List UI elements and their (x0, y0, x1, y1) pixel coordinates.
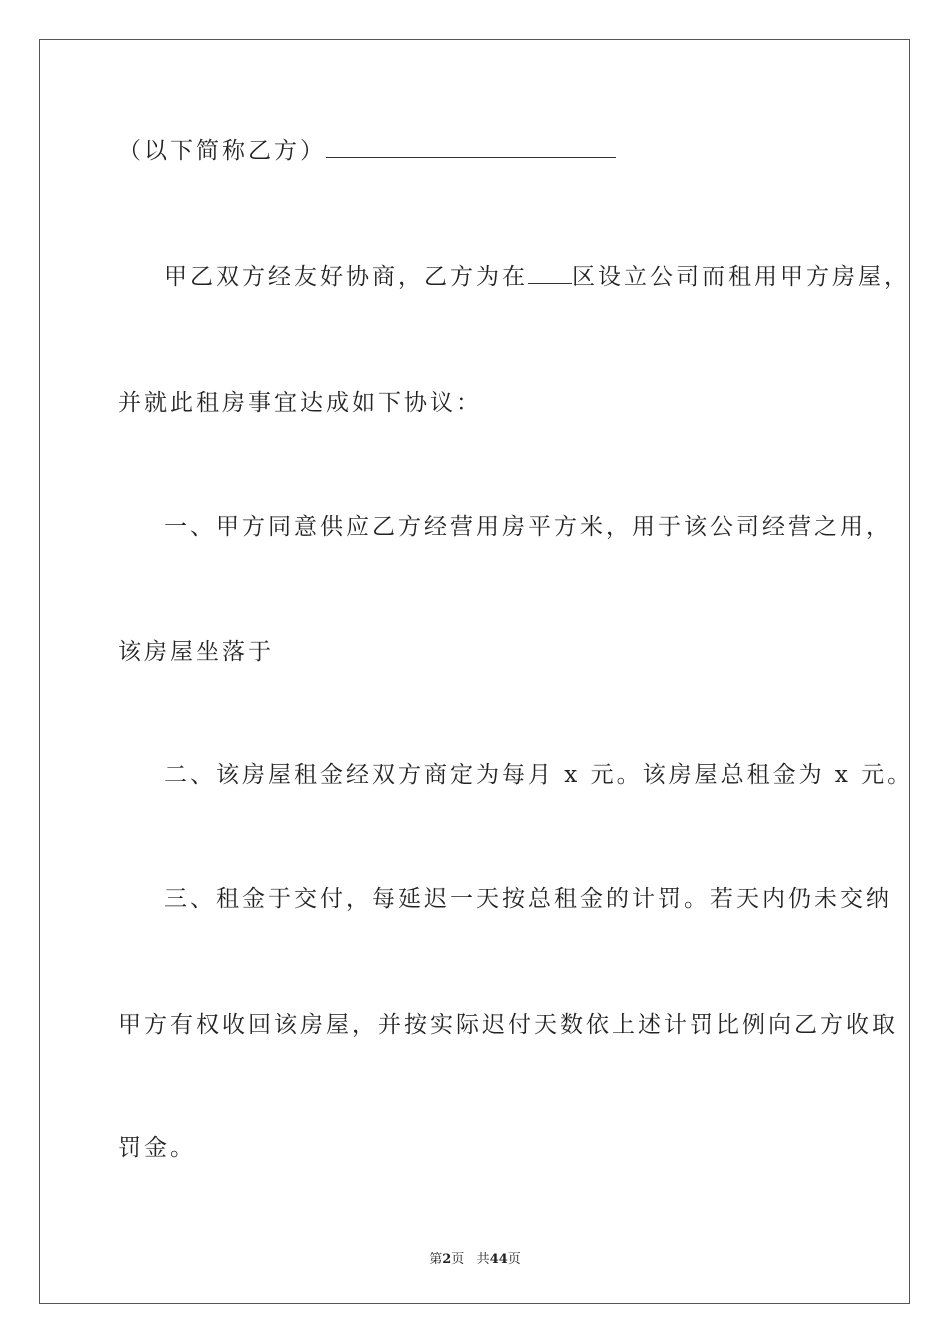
page-footer (0, 1248, 950, 1267)
total-prefix: 共 (476, 1252, 490, 1267)
district-blank (528, 261, 572, 284)
clause-1-line-1 (164, 512, 892, 542)
clause-3-text-a: 三、租金于交付，每延迟一天按总租金的计罚。若天内仍未交纳 (164, 886, 892, 912)
clause-3-line-3 (118, 1133, 196, 1163)
page-number: 2 (442, 1252, 452, 1267)
clause-3-text-b: 甲方有权收回该房屋，并按实际迟付天数依上述计罚比例向乙方收取 (118, 1012, 898, 1038)
party-b-label: （以下简称乙方） (118, 138, 326, 164)
clause-1-text-a: 一、甲方同意供应乙方经营用房平方米，用于该公司经营之用， (164, 514, 892, 540)
clause-2-text: 二、该房屋租金经双方商定为每月 x 元。该房屋总租金为 x 元。 (164, 762, 914, 788)
clause-3-line-1 (164, 884, 892, 914)
total-pages: 44 (489, 1252, 508, 1267)
clause-1-text-b: 该房屋坐落于 (118, 639, 274, 665)
clause-2-line (164, 760, 913, 790)
clause-3-text-c: 罚金。 (118, 1135, 196, 1161)
intro-text-c: 并就此租房事宜达成如下协议： (118, 390, 482, 416)
intro-text-a: 甲乙双方经友好协商，乙方为在 (164, 264, 528, 290)
clause-3-line-2 (118, 1010, 898, 1040)
page-suffix: 页 (451, 1252, 465, 1267)
page-prefix: 第 (429, 1252, 443, 1267)
paragraph-intro-1 (164, 261, 910, 292)
page-border (39, 39, 910, 1304)
clause-1-line-2 (118, 637, 274, 667)
party-b-line (118, 135, 616, 166)
total-suffix: 页 (507, 1252, 521, 1267)
party-b-blank (326, 135, 616, 158)
paragraph-intro-2 (118, 388, 482, 418)
intro-text-b: 区设立公司而租用甲方房屋， (572, 264, 910, 290)
